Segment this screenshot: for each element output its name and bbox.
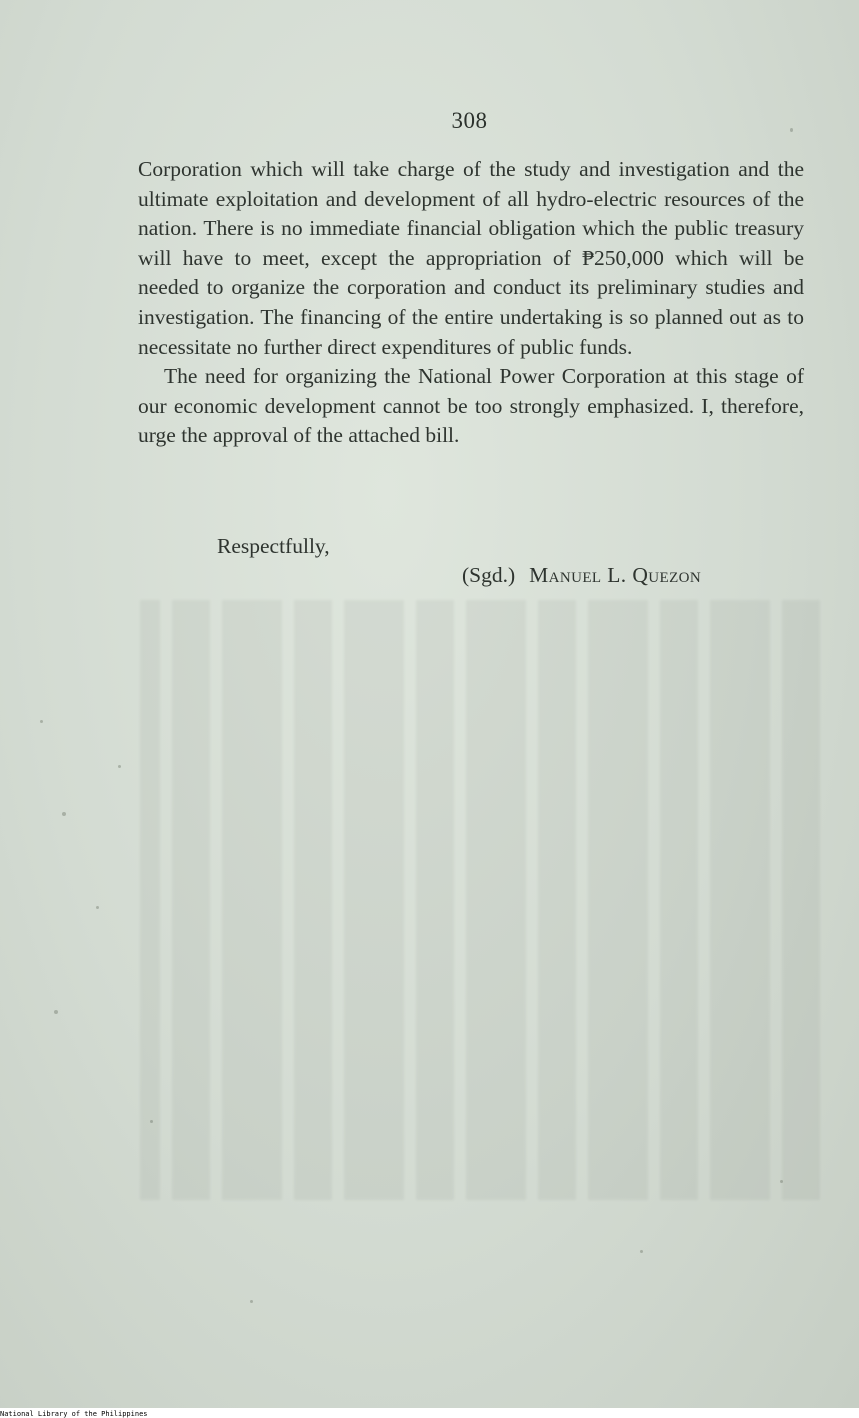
library-credit: National Library of the Philippines <box>0 1410 148 1418</box>
closing-salutation: Respectfully, <box>217 534 330 558</box>
reverse-side-bleed-through <box>140 600 820 1240</box>
signature-prefix: (Sgd.) <box>462 563 516 587</box>
paragraph: The need for organizing the National Power Corporation at this stage of our economic development cannot be too strongly emphasized. I, therefore, urge the approval of the attached bill. <box>138 364 804 448</box>
letter-body <box>138 155 804 451</box>
paragraph: Corporation which will take charge of the study and investigation and the ultimate exploitation and development of all hydro-electric resources of the nation. There is no immediate financial obligation which the public treasury will have to meet, except the appropriation of ₱250,000 which will be needed to organize the corporation and conduct its preliminary studies and investigation. The financing of the entire undertaking is so planned out as to necessitate no further direct expenditures of public funds. <box>138 157 804 359</box>
signature-block <box>462 563 701 588</box>
signatory-name: Manuel L. Quezon <box>529 563 702 587</box>
page-number: 308 <box>451 108 488 133</box>
